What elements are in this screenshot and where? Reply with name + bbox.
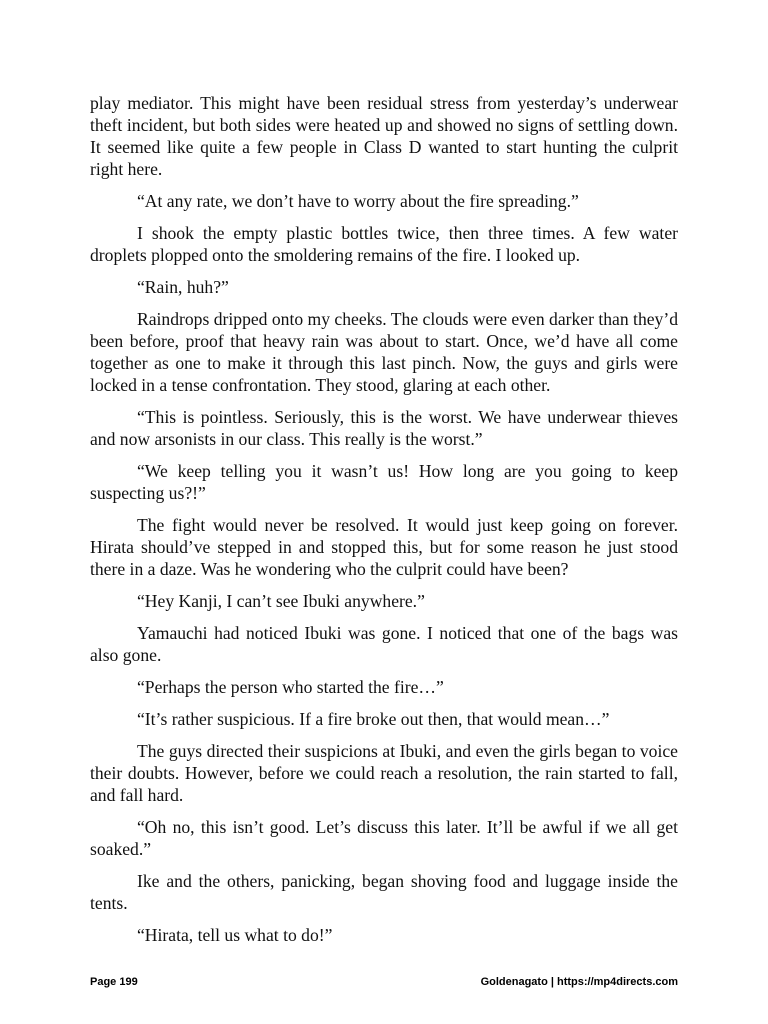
body-text [90,92,678,956]
paragraph: Yamauchi had noticed Ibuki was gone. I noticed that one of the bags was also gone. [90,623,678,665]
paragraph: “Rain, huh?” [137,277,229,297]
paragraph: The guys directed their suspicions at Ibuki, and even the girls began to voice their doubts. However, before we could reach a resolution, the rain started to fall, and fall hard. [90,741,678,805]
page-footer [90,976,678,988]
paragraph: “Oh no, this isn’t good. Let’s discuss this later. It’ll be awful if we all get soaked.” [90,817,678,859]
paragraph: “At any rate, we don’t have to worry about the fire spreading.” [137,191,579,211]
paragraph: play mediator. This might have been residual stress from yesterday’s underwear theft incident, but both sides were heated up and showed no signs of settling down. It seemed like quite a few people in Class D wanted to start hunting the culprit right here. [90,93,678,179]
paragraph: I shook the empty plastic bottles twice, then three times. A few water droplets plopped onto the smoldering remains of the fire. I looked up. [90,223,678,265]
paragraph: Ike and the others, panicking, began shoving food and luggage inside the tents. [90,871,678,913]
source-credit: Goldenagato | https://mp4directs.com [480,976,678,988]
paragraph: The fight would never be resolved. It would just keep going on forever. Hirata should’ve stepped in and stopped this, but for some reason he just stood there in a daze. Was he wondering who the culprit could have been? [90,515,678,579]
paragraph: “Perhaps the person who started the fire…” [137,677,444,697]
paragraph: “Hirata, tell us what to do!” [137,925,333,945]
page-number: Page 199 [90,976,138,988]
paragraph: “It’s rather suspicious. If a fire broke out then, that would mean…” [137,709,610,729]
paragraph: Raindrops dripped onto my cheeks. The clouds were even darker than they’d been before, proof that heavy rain was about to start. Once, we’d have all come together as one to make it through this last pinch. Now, the guys and girls were locked in a tense confrontation. They stood, glaring at each other. [90,309,679,395]
paragraph: “This is pointless. Seriously, this is the worst. We have underwear thieves and now arsonists in our class. This really is the worst.” [90,407,678,449]
paragraph: “We keep telling you it wasn’t us! How long are you going to keep suspecting us?!” [90,461,678,503]
paragraph: “Hey Kanji, I can’t see Ibuki anywhere.” [137,591,425,611]
